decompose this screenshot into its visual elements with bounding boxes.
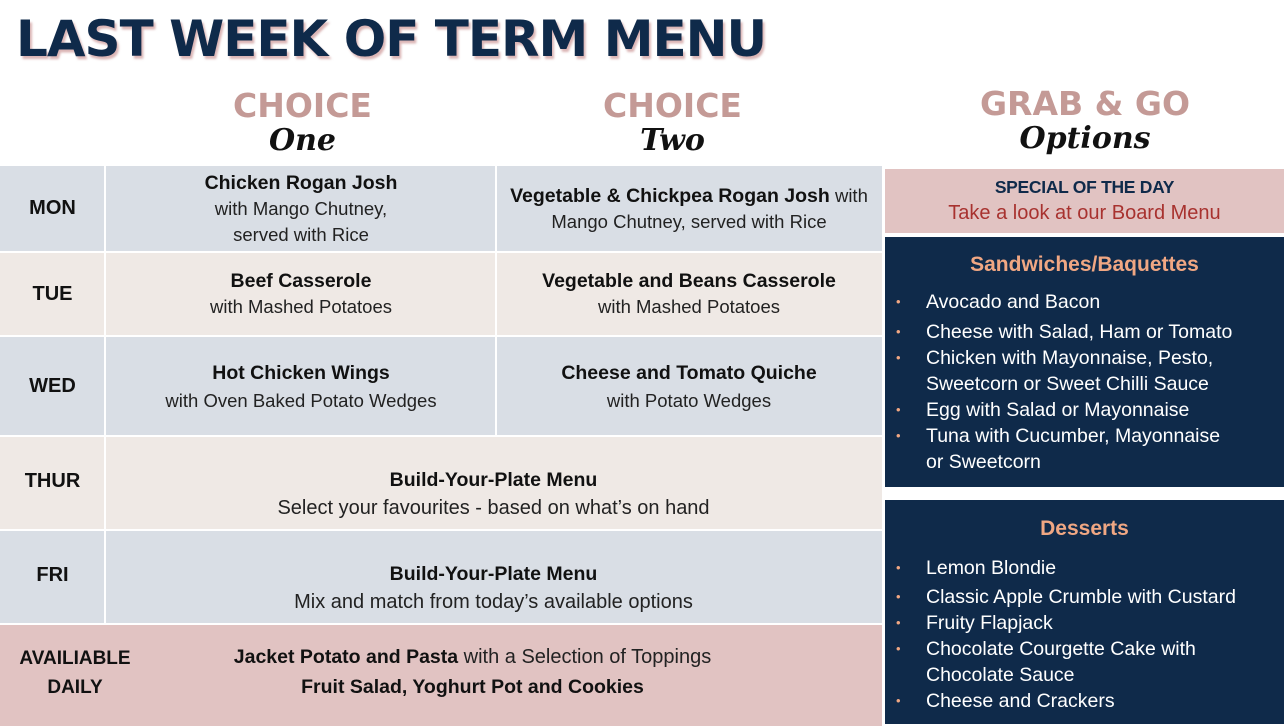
list-item <box>896 555 1284 581</box>
list-item-text: Cheese with Salad, Ham or Tomato <box>926 321 1233 343</box>
combined-choice-cell <box>106 437 881 529</box>
daily-items-cell <box>150 625 795 726</box>
day-cell <box>0 531 105 623</box>
daily-label: AVAILIABLE <box>19 647 131 669</box>
dish-name: Build-Your-Plate Menu <box>389 563 598 585</box>
day-label: FRI <box>36 564 69 586</box>
special-of-the-day <box>885 169 1284 233</box>
grab-go-subheading: Options <box>1019 121 1151 156</box>
list-item-text: Tuna with Cucumber, Mayonnaise <box>926 425 1221 447</box>
choice-one-cell <box>106 337 496 435</box>
page-title: LAST WEEK OF TERM MENU <box>16 10 767 68</box>
day-label: TUE <box>32 282 73 305</box>
dish-name: Hot Chicken Wings <box>212 362 390 384</box>
list-item-text: Chocolate Sauce <box>926 664 1075 686</box>
day-label: THUR <box>24 470 81 492</box>
list-item <box>896 319 1284 345</box>
list-item <box>896 345 1284 397</box>
daily-label: DAILY <box>47 676 103 698</box>
choice-two-heading: CHOICE <box>603 86 742 125</box>
choice-two-subheading: Two <box>640 123 705 158</box>
dish-name: Beef Casserole <box>230 270 372 292</box>
desserts-list <box>896 555 1284 714</box>
list-item <box>896 610 1284 636</box>
dish-desc: with Potato Wedges <box>606 390 772 411</box>
choice-two-cell <box>497 166 881 251</box>
dish-desc: with Mashed Potatoes <box>597 296 781 317</box>
daily-item: Fruit Salad, Yoghurt Pot and Cookies <box>301 675 644 698</box>
day-label: MON <box>29 197 76 219</box>
dish-desc: served with Rice <box>233 223 369 245</box>
dish-desc: with Oven Baked Potato Wedges <box>165 390 437 411</box>
dish-name: Cheese and Tomato Quiche <box>561 362 817 384</box>
daily-line <box>234 644 711 673</box>
daily-label-cell <box>0 625 150 726</box>
dish-desc: Select your favourites - based on what’s on hand <box>277 497 710 519</box>
choice-two-cell <box>497 337 881 435</box>
dish-name: Vegetable & Chickpea Rogan Josh <box>510 184 830 207</box>
list-item-text: Egg with Salad or Mayonnaise <box>926 399 1190 421</box>
dish-desc: Mix and match from today’s available options <box>294 591 693 613</box>
dish-line <box>510 183 868 209</box>
row-thur <box>0 437 882 529</box>
day-cell <box>0 437 105 529</box>
list-item-text: Sweetcorn or Sweet Chilli Sauce <box>926 373 1209 395</box>
dish-name: Vegetable and Beans Casserole <box>542 270 836 292</box>
choice-two-cell <box>497 253 881 335</box>
row-daily <box>0 625 882 726</box>
list-item-text: or Sweetcorn <box>926 451 1041 473</box>
grab-go-header <box>935 86 1235 156</box>
list-item-text: Fruity Flapjack <box>926 612 1053 634</box>
dish-name: Build-Your-Plate Menu <box>389 469 598 491</box>
combined-choice-cell <box>106 531 881 623</box>
list-item-text: Chocolate Courgette Cake with <box>926 638 1196 660</box>
row-mon <box>0 166 882 251</box>
day-cell <box>0 253 105 335</box>
dish-desc-inline: with <box>829 184 868 206</box>
list-item <box>896 289 1284 315</box>
list-item-text: Chicken with Mayonnaise, Pesto, <box>926 347 1214 369</box>
list-item-text: Lemon Blondie <box>926 557 1057 579</box>
sandwiches-panel <box>885 237 1284 487</box>
choice-one-subheading: One <box>268 123 337 158</box>
day-cell <box>0 337 105 435</box>
daily-item: Jacket Potato and Pasta <box>233 645 459 668</box>
list-item-text: Classic Apple Crumble with Custard <box>926 586 1236 608</box>
desserts-heading: Desserts <box>1040 517 1129 540</box>
list-item <box>896 397 1284 423</box>
list-item <box>896 688 1284 714</box>
row-wed <box>0 337 882 435</box>
dish-desc: with Mango Chutney, <box>214 197 388 219</box>
choice-one-cell <box>106 166 496 251</box>
sandwiches-list <box>896 289 1284 475</box>
row-tue <box>0 253 882 335</box>
special-heading: SPECIAL OF THE DAY <box>994 177 1175 197</box>
special-text: Take a look at our Board Menu <box>948 202 1221 224</box>
row-fri <box>0 531 882 623</box>
sandwiches-heading: Sandwiches/Baquettes <box>970 253 1199 276</box>
grab-go-heading: GRAB & GO <box>979 84 1191 123</box>
dish-name: Chicken Rogan Josh <box>204 171 398 194</box>
choice-one-heading: CHOICE <box>233 86 372 125</box>
day-cell <box>0 166 105 251</box>
daily-item-rest: with a Selection of Toppings <box>458 645 712 668</box>
list-item <box>896 636 1284 688</box>
choice-one-cell <box>106 253 496 335</box>
day-label: WED <box>29 374 76 397</box>
dish-desc: with Mashed Potatoes <box>209 296 393 317</box>
choice-two-header <box>550 88 795 158</box>
list-item <box>896 584 1284 610</box>
list-item-text: Cheese and Crackers <box>926 690 1115 712</box>
dish-desc: Mango Chutney, served with Rice <box>551 210 827 232</box>
choice-one-header <box>180 88 425 158</box>
desserts-panel <box>885 500 1284 724</box>
list-item-text: Avocado and Bacon <box>926 291 1101 313</box>
list-item <box>896 423 1284 475</box>
